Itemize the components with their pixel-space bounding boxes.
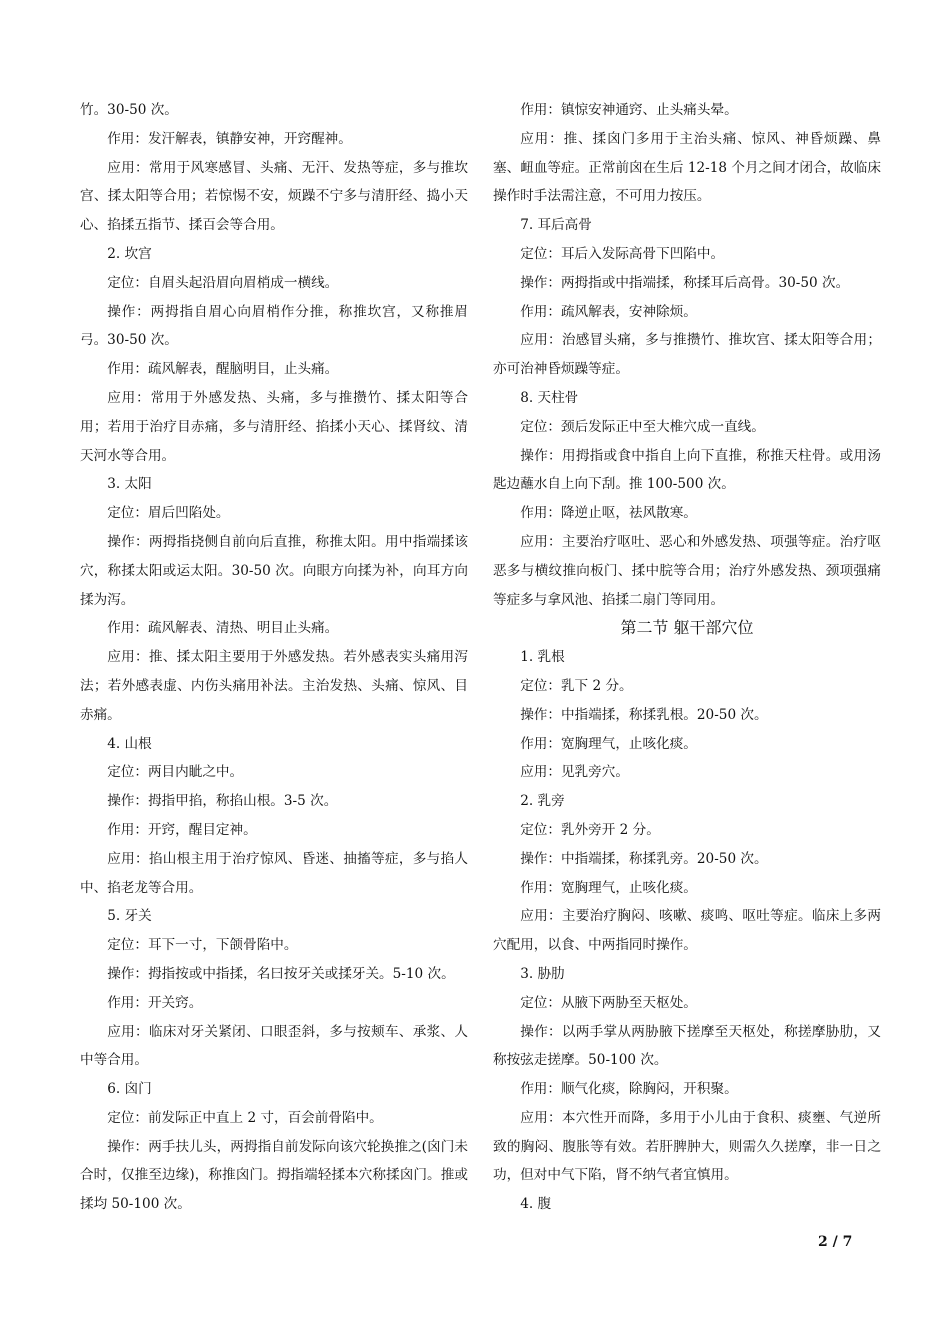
paragraph: 定位：从腋下两胁至天枢处。 xyxy=(520,994,697,1011)
paragraph: 操作：中指端揉，称揉乳旁。20-50 次。 xyxy=(520,850,768,867)
paragraph: 作用：开窍，醒目定神。 xyxy=(107,821,257,838)
paragraph: 定位：眉后凹陷处。 xyxy=(107,505,230,522)
paragraph: 操作：两手扶儿头，两拇指自前发际向该穴轮换推之(囟门未合时，仅推至边缘)，称推囟门。拇指端轻揉本穴称揉囟门。推或揉均 50-100 次。 xyxy=(80,1138,468,1213)
paragraph: 作用：宽胸理气，止咳化痰。 xyxy=(520,879,697,896)
paragraph: 1. 乳根 xyxy=(520,649,565,666)
paragraph: 作用：顺气化痰，除胸闷，开积聚。 xyxy=(520,1081,738,1098)
paragraph: 应用：治感冒头痛，多与推攒竹、推坎宫、揉太阳等合用；亦可治神昏烦躁等症。 xyxy=(493,332,881,378)
paragraph: 应用：主要治疗胸闷、咳嗽、痰鸣、呕吐等症。临床上多两穴配用，以食、中两指同时操作。 xyxy=(493,908,881,954)
paragraph: 定位：前发际正中直上 2 寸，百会前骨陷中。 xyxy=(107,1109,383,1126)
paragraph: 作用：降逆止呕，祛风散寒。 xyxy=(520,505,697,522)
paragraph: 操作：以两手掌从两胁腋下搓摩至天枢处，称搓摩胁肋，又称按弦走搓摩。50-100 次。 xyxy=(493,1023,881,1069)
paragraph: 5. 牙关 xyxy=(107,908,152,925)
right-column xyxy=(493,96,881,1219)
paragraph: 2. 乳旁 xyxy=(520,793,565,810)
paragraph: 4. 山根 xyxy=(107,735,152,752)
paragraph: 操作：用拇指或食中指自上向下直推，称推天柱骨。或用汤匙边蘸水自上向下刮。推 100-500 次。 xyxy=(493,447,881,493)
paragraph: 3. 太阳 xyxy=(107,476,152,493)
paragraph: 操作：两拇指自眉心向眉梢作分推，称推坎宫，又称推眉弓。30-50 次。 xyxy=(80,303,468,349)
paragraph: 定位：乳下 2 分。 xyxy=(520,677,633,694)
paragraph: 应用：掐山根主用于治疗惊风、昏迷、抽搐等症，多与掐人中、掐老龙等合用。 xyxy=(80,850,468,896)
paragraph: 作用：开关窍。 xyxy=(107,994,203,1011)
paragraph: 定位：乳外旁开 2 分。 xyxy=(520,821,660,838)
paragraph: 8. 天柱骨 xyxy=(520,389,579,406)
paragraph: 4. 腹 xyxy=(520,1196,552,1213)
paragraph: 操作：两拇指或中指端揉，称揉耳后高骨。30-50 次。 xyxy=(520,274,850,291)
paragraph: 操作：拇指按或中指揉，名曰按牙关或揉牙关。5-10 次。 xyxy=(107,965,455,982)
paragraph: 定位：耳后入发际高骨下凹陷中。 xyxy=(520,245,725,262)
paragraph: 作用：宽胸理气，止咳化痰。 xyxy=(520,735,697,752)
paragraph: 操作：两拇指挠侧自前向后直推，称推太阳。用中指端揉该穴，称揉太阳或运太阳。30-50 次。向眼方向揉为补，向耳方向揉为泻。 xyxy=(80,533,468,608)
paragraph: 定位：自眉头起沿眉向眉梢成一横线。 xyxy=(107,274,339,291)
left-column xyxy=(80,96,468,1219)
paragraph: 应用：本穴性开而降，多用于小儿由于食积、痰壅、气逆所致的胸闷、腹胀等有效。若肝脾肿大，则需久久搓摩，非一日之功，但对中气下陷，肾不纳气者宜慎用。 xyxy=(493,1109,881,1184)
paragraph: 应用：临床对牙关紧闭、口眼歪斜，多与按颊车、承浆、人中等合用。 xyxy=(80,1023,468,1069)
paragraph: 3. 胁肋 xyxy=(520,965,565,982)
paragraph: 定位：耳下一寸，下颌骨陷中。 xyxy=(107,937,298,954)
paragraph: 应用：推、揉太阳主要用于外感发热。若外感表实头痛用泻法；若外感表虚、内伤头痛用补法。主治发热、头痛、惊风、目赤痛。 xyxy=(80,649,468,723)
paragraph: 作用：疏风解表、清热、明目止头痛。 xyxy=(107,620,339,637)
paragraph: 应用：推、揉囟门多用于主治头痛、惊风、神昏烦躁、鼻塞、衄血等症。正常前囟在生后 12-18 个月之间才闭合，故临床操作时手法需注意，不可用力按压。 xyxy=(493,130,881,205)
paragraph: 应用：主要治疗呕吐、恶心和外感发热、项强等症。治疗呕恶多与横纹推向板门、揉中脘等合用；治疗外感发热、颈项强痛等症多与拿风池、掐揉二扇门等同用。 xyxy=(493,533,881,608)
section-heading: 第二节 躯干部穴位 xyxy=(620,618,754,638)
paragraph: 2. 坎宫 xyxy=(107,245,152,262)
paragraph: 应用：常用于风寒感冒、头痛、无汗、发热等症，多与推坎宫、揉太阳等合用；若惊惕不安，烦躁不宁多与清肝经、捣小天心、掐揉五指节、揉百会等合用。 xyxy=(80,159,468,234)
paragraph: 定位：颈后发际正中至大椎穴成一直线。 xyxy=(520,418,765,435)
page-number: 2 / 7 xyxy=(818,1234,853,1250)
paragraph: 作用：镇惊安神通窍、止头痛头晕。 xyxy=(520,102,738,118)
paragraph: 作用：疏风解表，安神除烦。 xyxy=(520,303,697,320)
paragraph: 应用：常用于外感发热、头痛，多与推攒竹、揉太阳等合用；若用于治疗目赤痛，多与清肝经、掐揉小天心、揉肾纹、清天河水等合用。 xyxy=(80,389,468,464)
paragraph: 操作：中指端揉，称揉乳根。20-50 次。 xyxy=(520,706,768,723)
paragraph: 作用：发汗解表，镇静安神，开窍醒神。 xyxy=(107,130,352,147)
paragraph: 7. 耳后高骨 xyxy=(520,217,592,234)
paragraph: 定位：两目内眦之中。 xyxy=(107,764,244,781)
paragraph: 作用：疏风解表，醒脑明目，止头痛。 xyxy=(107,361,339,378)
paragraph: 应用：见乳旁穴。 xyxy=(520,764,629,781)
paragraph: 操作：拇指甲掐，称掐山根。3-5 次。 xyxy=(107,793,338,810)
paragraph: 竹。30-50 次。 xyxy=(80,102,178,118)
paragraph: 6. 囟门 xyxy=(107,1081,152,1098)
